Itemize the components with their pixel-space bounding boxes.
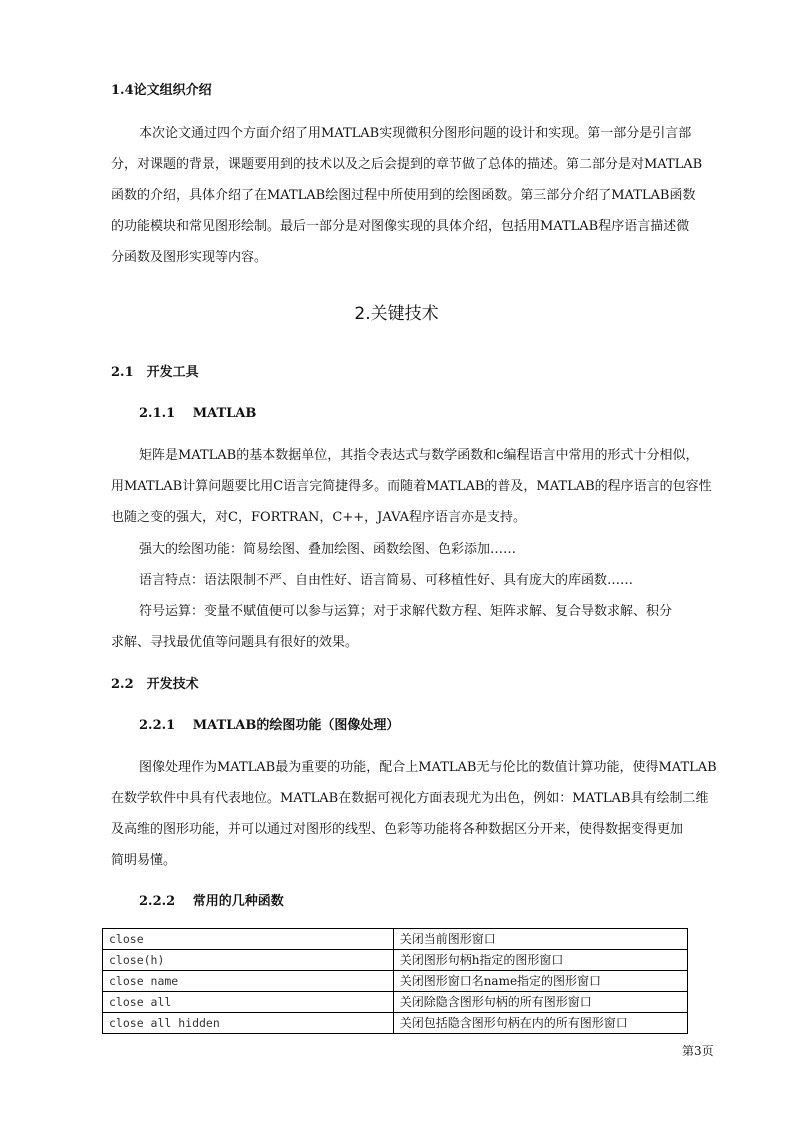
paragraph-line: 矩阵是MATLAB的基本数据单位，其指令表达式与数学函数和c编程语言中常用的形式十分相似， <box>139 448 699 463</box>
paragraph-line: 分，对课题的背景，课题要用到的技术以及之后会提到的章节做了总体的描述。第二部分是对MATLAB <box>111 157 703 172</box>
function-name-cell: close <box>103 929 394 950</box>
table-row <box>103 992 688 1013</box>
paragraph-line: 强大的绘图功能：简易绘图、叠加绘图、函数绘图、色彩添加…… <box>139 542 517 557</box>
function-description-cell: 关闭图形句柄h指定的图形窗口 <box>393 950 687 971</box>
function-name-cell: close name <box>103 971 394 992</box>
function-description-cell: 关闭图形窗口名name指定的图形窗口 <box>393 971 687 992</box>
subsection-heading-2-1-1: 2.1.1 MATLAB <box>139 406 257 421</box>
paragraph-line: 也随之变的强大，对C，FORTRAN，C++，JAVA程序语言亦是支持。 <box>111 510 526 525</box>
paragraph-line: 符号运算：变量不赋值便可以参与运算；对于求解代数方程、矩阵求解、复合导数求解、积分 <box>139 604 673 619</box>
section-heading-2-2: 2.2 开发技术 <box>111 677 199 692</box>
paragraph-line: 函数的介绍，具体介绍了在MATLAB绘图过程中所使用到的绘图函数。第三部分介绍了MATLAB函数 <box>111 188 696 203</box>
function-description-cell: 关闭当前图形窗口 <box>393 929 687 950</box>
paragraph-line: 及高维的图形功能，并可以通过对图形的线型、色彩等功能将各种数据区分开来，使得数据变得更加 <box>111 822 684 837</box>
functions-table <box>102 928 688 1034</box>
table-row <box>103 950 688 971</box>
paragraph-line: 的功能模块和常见图形绘制。最后一部分是对图像实现的具体介绍，包括用MATLAB程序语言描述微 <box>111 219 690 234</box>
paragraph-line: 语言特点：语法限制不严、自由性好、语言简易、可移植性好、具有庞大的库函数…… <box>139 573 634 588</box>
paragraph-line: 图像处理作为MATLAB最为重要的功能，配合上MATLAB无与伦比的数值计算功能，使得MATLAB <box>139 760 717 775</box>
section-heading-2-1: 2.1 开发工具 <box>111 365 199 380</box>
function-name-cell: close all <box>103 992 394 1013</box>
paragraph-line: 简明易懂。 <box>111 853 177 868</box>
function-description-cell: 关闭除隐含图形句柄的所有图形窗口 <box>393 992 687 1013</box>
paragraph-line: 在数学软件中具有代表地位。MATLAB在数据可视化方面表现尤为出色，例如：MATLAB具有绘制二维 <box>111 791 709 806</box>
paragraph-line: 分函数及图形实现等内容。 <box>111 250 268 265</box>
chapter-title: 2.关键技术 <box>354 304 439 324</box>
table-row <box>103 1013 688 1034</box>
paragraph-line: 用MATLAB计算问题要比用C语言完简捷得多。而随着MATLAB的普及，MATLAB的程序语言的包容性 <box>111 479 712 494</box>
function-name-cell: close all hidden <box>103 1013 394 1034</box>
function-name-cell: close(h) <box>103 950 394 971</box>
page-number: 第3页 <box>682 1044 714 1058</box>
table-row <box>103 929 688 950</box>
section-heading-1-4: 1.4论文组织介绍 <box>111 83 212 98</box>
subsection-heading-2-2-2: 2.2.2 常用的几种函数 <box>139 894 284 909</box>
function-description-cell: 关闭包括隐含图形句柄在内的所有图形窗口 <box>393 1013 687 1034</box>
paragraph-line: 求解、寻找最优值等问题具有很好的效果。 <box>111 635 359 650</box>
table-row <box>103 971 688 992</box>
paragraph-line: 本次论文通过四个方面介绍了用MATLAB实现微积分图形问题的设计和实现。第一部分是引言部 <box>139 126 692 141</box>
subsection-heading-2-2-1: 2.2.1 MATLAB的绘图功能（图像处理） <box>139 718 400 733</box>
